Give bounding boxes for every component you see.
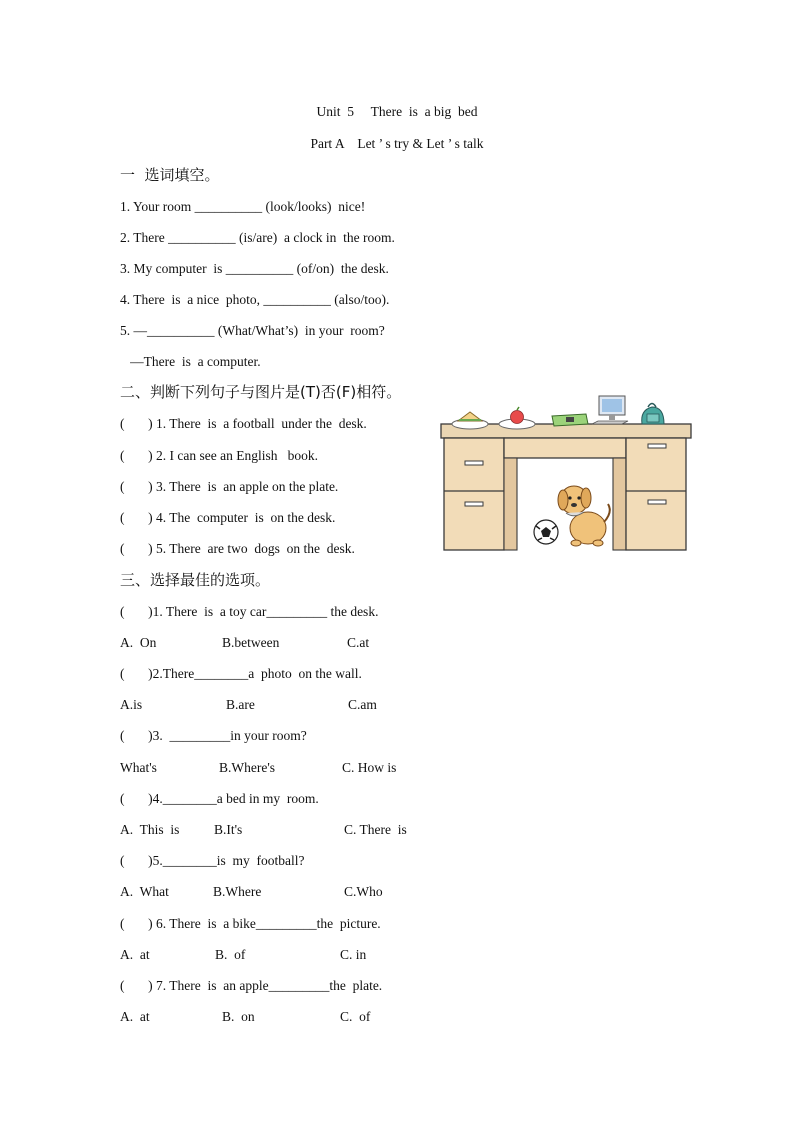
s3-q1-option-a: A. On (120, 635, 157, 650)
s3-question-6: ( ) 6. There is a bike_________the picture. (120, 916, 381, 931)
s3-q2-option-b: B.are (226, 697, 255, 712)
s1-item-1: 1. Your room __________ (look/looks) nice! (120, 199, 366, 214)
s2-item-5: ( ) 5. There are two dogs on the desk. (120, 541, 355, 556)
s3-q1-option-b: B.between (222, 635, 280, 650)
s3-question-7: ( ) 7. There is an apple_________the plate. (120, 978, 383, 993)
s1-item-4: 4. There is a nice photo, __________ (also/too). (120, 292, 390, 307)
s1-item-3: 3. My computer is __________ (of/on) the desk. (120, 261, 389, 276)
s2-item-2: ( ) 2. I can see an English book. (120, 448, 318, 463)
s3-q2-option-c: C.am (348, 697, 377, 712)
s3-q5-option-a: A. What (120, 884, 169, 899)
s3-q4-option-c: C. There is (344, 822, 407, 837)
s3-question-1: ( )1. There is a toy car_________ the desk. (120, 604, 379, 619)
sandwich-icon (452, 412, 488, 429)
computer-icon (592, 396, 628, 424)
s3-q5-option-b: B.Where (213, 884, 262, 899)
s3-q5-option-c: C.Who (344, 884, 383, 899)
s3-question-4: ( )4.________a bed in my room. (120, 791, 319, 806)
section-3-heading: 三、选择最佳的选项。 (120, 571, 271, 589)
s3-q7-option-c: C. of (340, 1009, 371, 1024)
schoolbag-icon (642, 404, 664, 425)
s1-item-5-answer: —There is a computer. (120, 354, 261, 369)
desk-icon (441, 424, 691, 550)
s3-q4-option-b: B.It's (214, 822, 243, 837)
s3-q7-option-b: B. on (222, 1009, 255, 1024)
s3-question-2: ( )2.There________a photo on the wall. (120, 666, 362, 681)
book-icon (552, 414, 588, 426)
s2-item-1: ( ) 1. There is a football under the desk. (120, 416, 367, 431)
s1-item-2: 2. There __________ (is/are) a clock in the room. (120, 230, 395, 245)
s2-item-4: ( ) 4. The computer is on the desk. (120, 510, 336, 525)
s3-question-5: ( )5.________is my football? (120, 853, 305, 868)
s1-item-5: 5. —__________ (What/What’s) in your room? (120, 323, 385, 338)
s3-q4-option-a: A. This is (120, 822, 180, 837)
s3-question-3: ( )3. _________in your room? (120, 728, 307, 743)
s3-q2-option-a: A.is (120, 697, 143, 712)
s3-q6-option-a: A. at (120, 947, 150, 962)
unit-title: Unit 5 There is a big bed (316, 104, 478, 119)
s3-q6-option-c: C. in (340, 947, 367, 962)
desk-illustration (438, 388, 694, 553)
football-icon (534, 520, 558, 544)
s2-item-3: ( ) 3. There is an apple on the plate. (120, 479, 339, 494)
part-title: Part A Let ’ s try & Let ’ s talk (310, 136, 484, 151)
s3-q3-option-c: C. How is (342, 760, 397, 775)
s3-q6-option-b: B. of (215, 947, 246, 962)
apple-icon (499, 407, 535, 429)
section-2-heading: 二、判断下列句子与图片是(T)否(F)相符。 (120, 383, 402, 401)
dog-icon (558, 486, 610, 546)
s3-q3-option-a: What's (120, 760, 157, 775)
s3-q1-option-c: C.at (347, 635, 370, 650)
s3-q7-option-a: A. at (120, 1009, 150, 1024)
section-1-heading: 一 选词填空。 (120, 166, 220, 184)
s3-q3-option-b: B.Where's (219, 760, 276, 775)
